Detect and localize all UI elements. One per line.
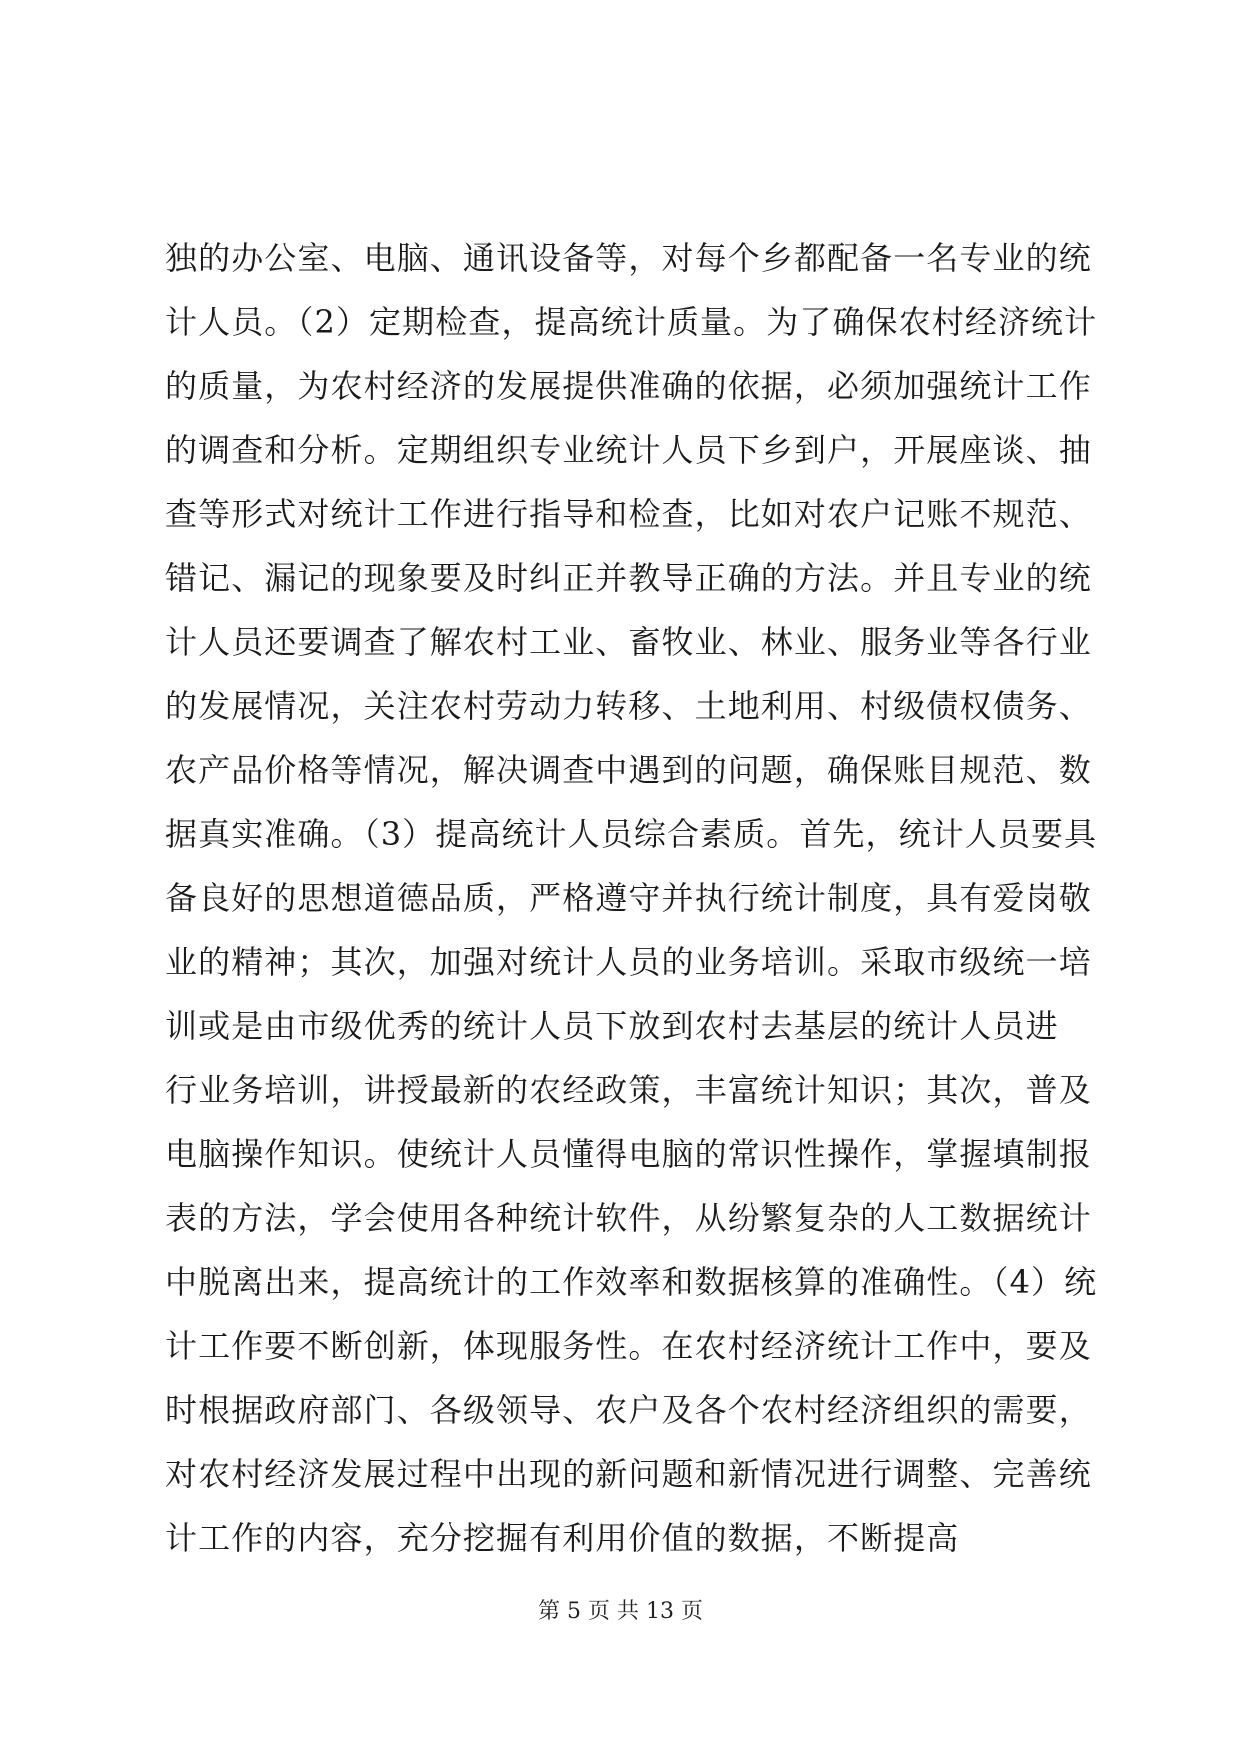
text-line: 农产品价格等情况，解决调查中遇到的问题，确保账目规范、数 xyxy=(165,751,1092,789)
text-line: 中脱离出来，提高统计的工作效率和数据核算的准确性。（4）统 xyxy=(165,1263,1098,1301)
text-line: 业的精神；其次，加强对统计人员的业务培训。采取市级统一培 xyxy=(165,943,1092,981)
text-line: 表的方法，学会使用各种统计软件，从纷繁复杂的人工数据统计 xyxy=(165,1199,1092,1237)
text-line: 电脑操作知识。使统计人员懂得电脑的常识性操作，掌握填制报 xyxy=(165,1135,1092,1173)
text-line: 对农村经济发展过程中出现的新问题和新情况进行调整、完善统 xyxy=(165,1455,1092,1493)
text-line: 据真实准确。（3）提高统计人员综合素质。首先，统计人员要具 xyxy=(165,815,1098,853)
body-text xyxy=(165,226,1098,1570)
text-line: 独的办公室、电脑、通讯设备等，对每个乡都配备一名专业的统 xyxy=(165,239,1092,277)
text-line: 计人员。（2）定期检查，提高统计质量。为了确保农村经济统计 xyxy=(165,303,1098,341)
text-line: 行业务培训，讲授最新的农经政策，丰富统计知识；其次，普及 xyxy=(165,1071,1092,1109)
text-line: 的发展情况，关注农村劳动力转移、土地利用、村级债权债务、 xyxy=(165,687,1092,725)
text-line: 错记、漏记的现象要及时纠正并教导正确的方法。并且专业的统 xyxy=(165,559,1092,597)
text-line: 查等形式对统计工作进行指导和检查，比如对农户记账不规范、 xyxy=(165,495,1092,533)
text-line: 计工作的内容，充分挖掘有利用价值的数据，不断提高 xyxy=(165,1519,960,1557)
text-line: 计人员还要调查了解农村工业、畜牧业、林业、服务业等各行业 xyxy=(165,623,1092,661)
text-line: 的调查和分析。定期组织专业统计人员下乡到户，开展座谈、抽 xyxy=(165,431,1092,469)
text-line: 训或是由市级优秀的统计人员下放到农村去基层的统计人员进 xyxy=(165,1007,1059,1045)
text-line: 计工作要不断创新，体现服务性。在农村经济统计工作中，要及 xyxy=(165,1327,1092,1365)
text-line: 时根据政府部门、各级领导、农户及各个农村经济组织的需要， xyxy=(165,1391,1092,1429)
text-line: 的质量，为农村经济的发展提供准确的依据，必须加强统计工作 xyxy=(165,367,1092,405)
text-line: 备良好的思想道德品质，严格遵守并执行统计制度，具有爱岗敬 xyxy=(165,879,1092,917)
page-number-footer: 第 5 页 共 13 页 xyxy=(538,1599,703,1624)
